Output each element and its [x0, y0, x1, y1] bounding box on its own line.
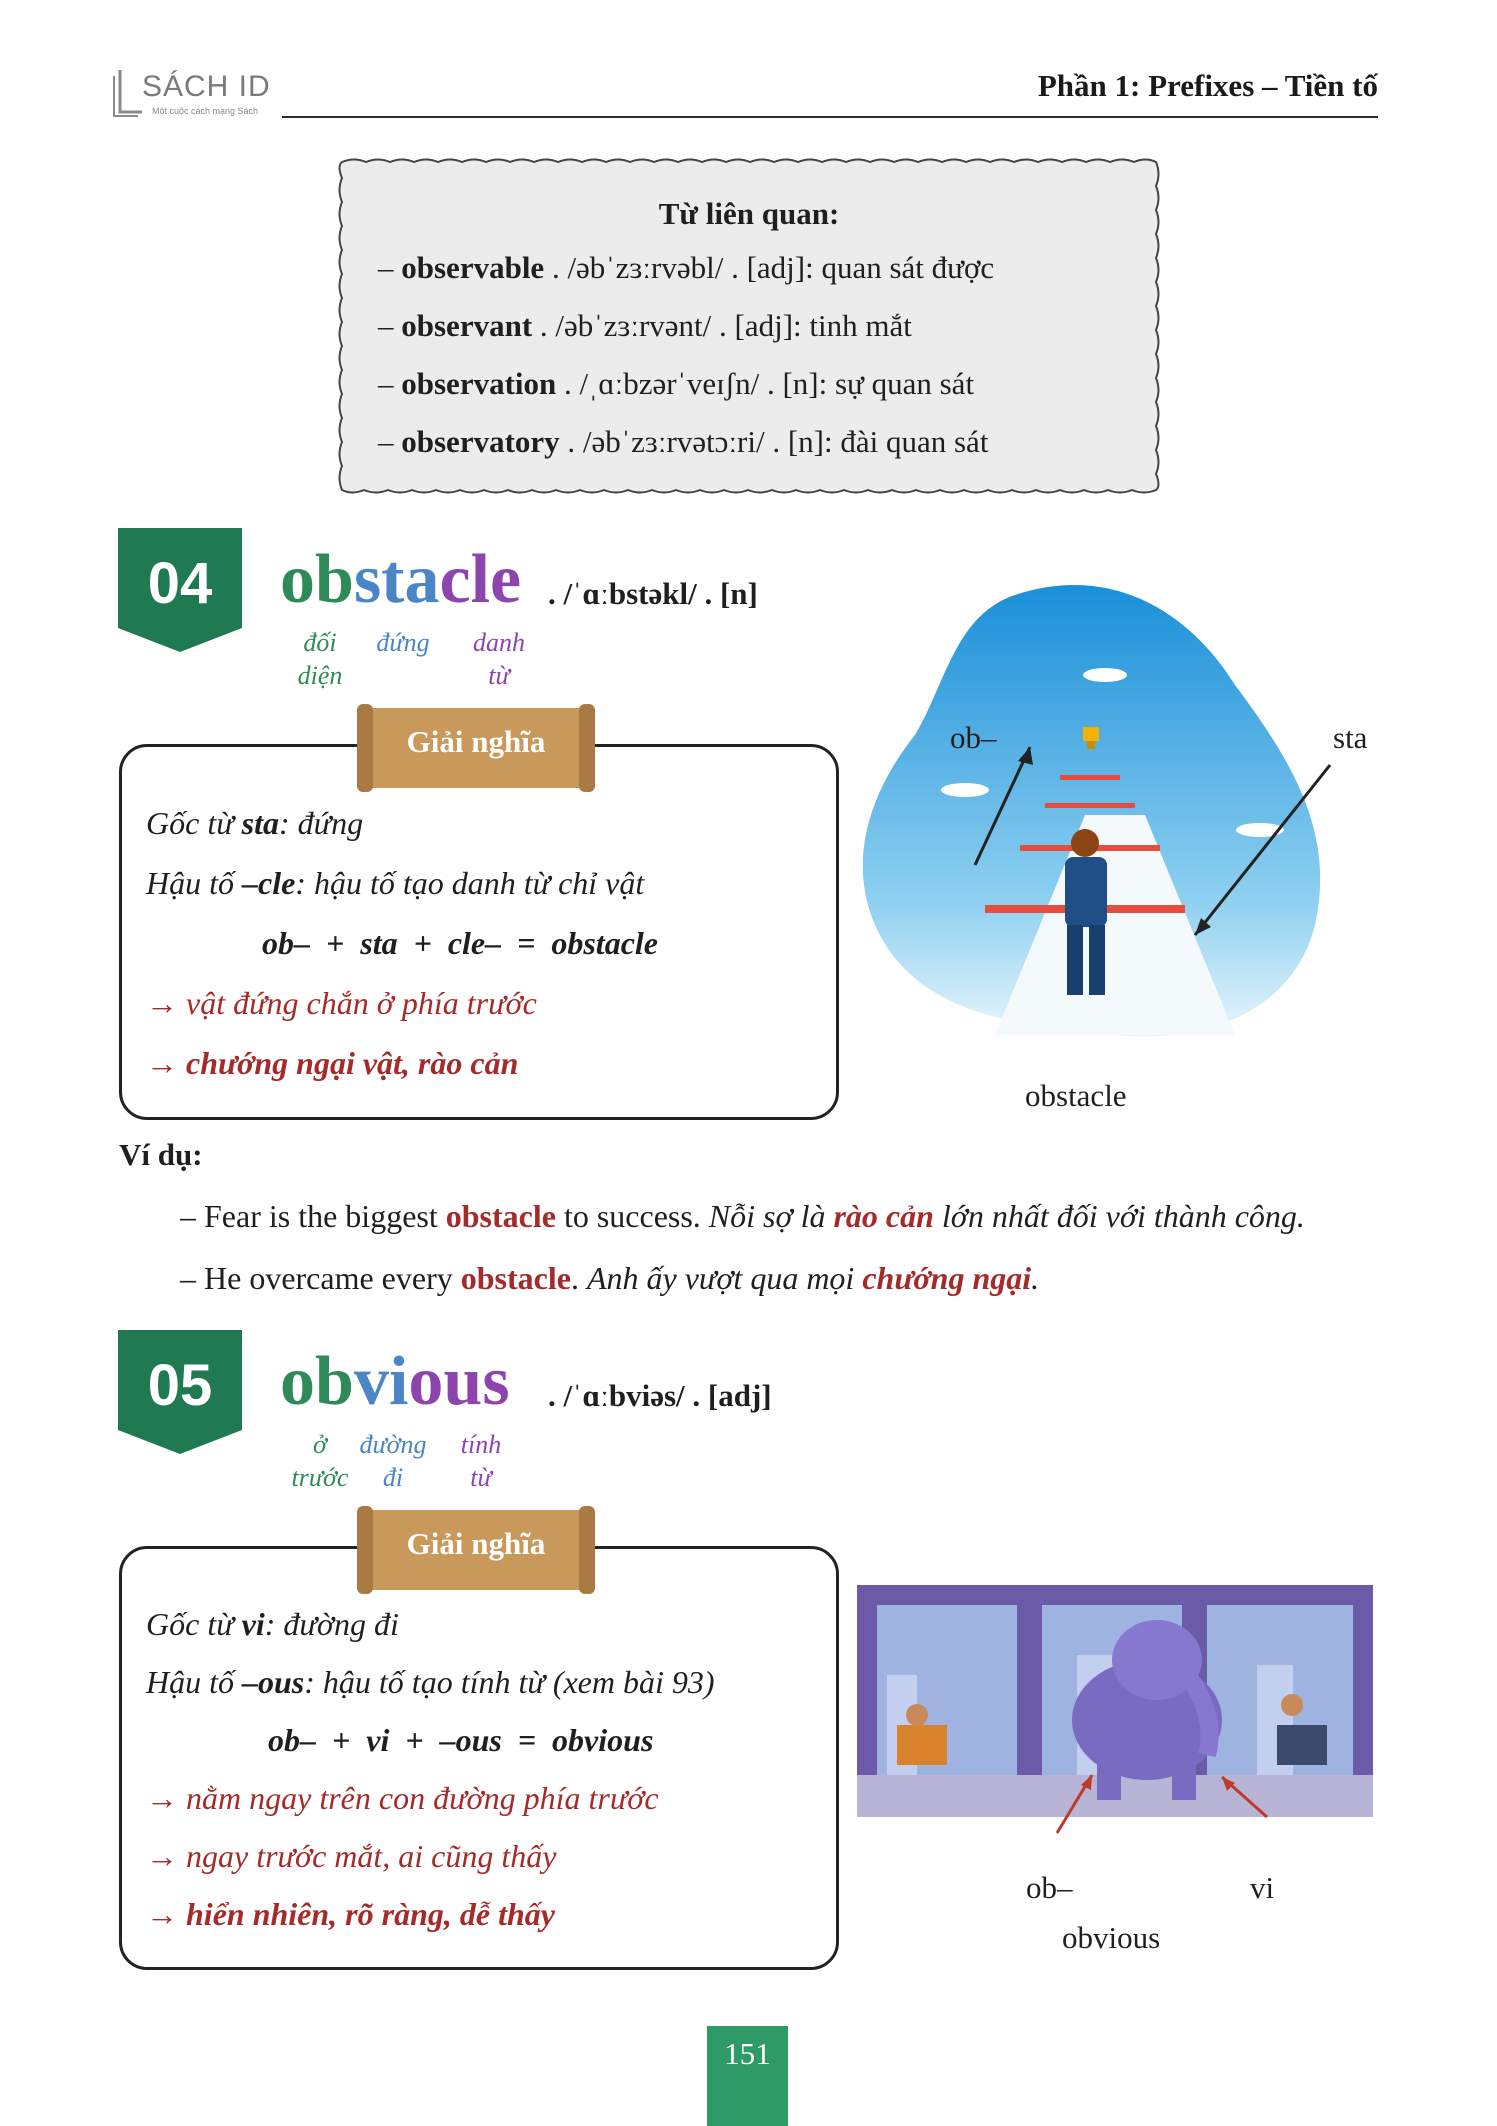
section-number-badge: 04	[118, 528, 242, 652]
related-word-item: – observant . /əbˈzɜːrvənt/ . [adj]: tinh mắt	[378, 308, 912, 343]
root-line: Gốc từ vi: đường đi	[146, 1606, 399, 1642]
gloss-prefix: ở trước	[291, 1430, 349, 1492]
explain-scroll-label: Giải nghĩa	[357, 702, 595, 794]
suffix-line: Hậu tố –cle: hậu tố tạo danh từ chỉ vật	[146, 865, 645, 901]
image-label-root: sta	[1333, 720, 1368, 755]
page-number: 151	[707, 2026, 788, 2126]
meaning-line: → nằm ngay trên con đường phía trước	[146, 1780, 659, 1816]
example-sentence: – Fear is the biggest obstacle to success. Nỗi sợ là rào cản lớn nhất đối với thành công.	[180, 1198, 1305, 1234]
meaning-line: → ngay trước mắt, ai cũng thấy	[146, 1838, 557, 1874]
gloss-root: đứng	[376, 628, 430, 657]
pronunciation: . /ˈɑːbstəkl/ . [n]	[548, 576, 758, 611]
section-number-badge: 05	[118, 1330, 242, 1454]
related-word-item: – observatory . /əbˈzɜːrvətɔːri/ . [n]: đài quan sát	[378, 424, 989, 459]
header-divider	[282, 116, 1378, 118]
explain-scroll-label: Giải nghĩa	[357, 1504, 595, 1596]
gloss-prefix: đối diện	[297, 628, 343, 690]
elephant-in-room-illustration	[857, 1585, 1373, 1845]
examples-title: Ví dụ:	[119, 1137, 203, 1172]
vocab-word: obstacle	[280, 541, 522, 618]
root-line: Gốc từ sta: đứng	[146, 805, 364, 841]
image-label-root: vi	[1250, 1870, 1275, 1905]
book-icon	[112, 66, 146, 120]
related-words-title: Từ liên quan:	[658, 196, 840, 231]
word-formula: ob– + vi + –ous = obvious	[268, 1722, 654, 1758]
obstacle-illustration	[855, 575, 1355, 1075]
meaning-line: → vật đứng chắn ở phía trước	[146, 985, 537, 1021]
page-header-title: Phần 1: Prefixes – Tiền tố	[1037, 68, 1378, 103]
logo-tagline: Một cuộc cách mạng Sách	[152, 106, 259, 116]
suffix-line: Hậu tố –ous: hậu tố tạo tính từ (xem bài 93)	[146, 1664, 715, 1700]
related-word-item: – observation . /ˌɑːbzərˈveɪʃn/ . [n]: sự quan sát	[378, 366, 975, 401]
image-label-prefix: ob–	[1026, 1870, 1073, 1905]
gloss-suffix: danh từ	[473, 628, 525, 690]
image-label-prefix: ob–	[950, 720, 997, 755]
vocab-word: obvious	[280, 1343, 510, 1420]
gloss-root: đường đi	[359, 1430, 427, 1492]
final-meaning: → chướng ngại vật, rào cản	[146, 1045, 519, 1081]
logo-text: SÁCH ID	[142, 70, 271, 103]
related-word-item: – observable . /əbˈzɜːrvəbl/ . [adj]: quan sát được	[378, 250, 995, 285]
gloss-suffix: tính từ	[460, 1430, 502, 1492]
image-caption: obstacle	[1025, 1078, 1127, 1113]
pronunciation: . /ˈɑːbviəs/ . [adj]	[548, 1378, 772, 1413]
final-meaning: → hiển nhiên, rõ ràng, dễ thấy	[146, 1896, 555, 1932]
publisher-logo	[112, 66, 292, 120]
word-formula: ob– + sta + cle– = obstacle	[262, 925, 658, 961]
example-sentence: – He overcame every obstacle. Anh ấy vượt qua mọi chướng ngại.	[180, 1260, 1040, 1296]
image-caption: obvious	[1062, 1920, 1161, 1955]
